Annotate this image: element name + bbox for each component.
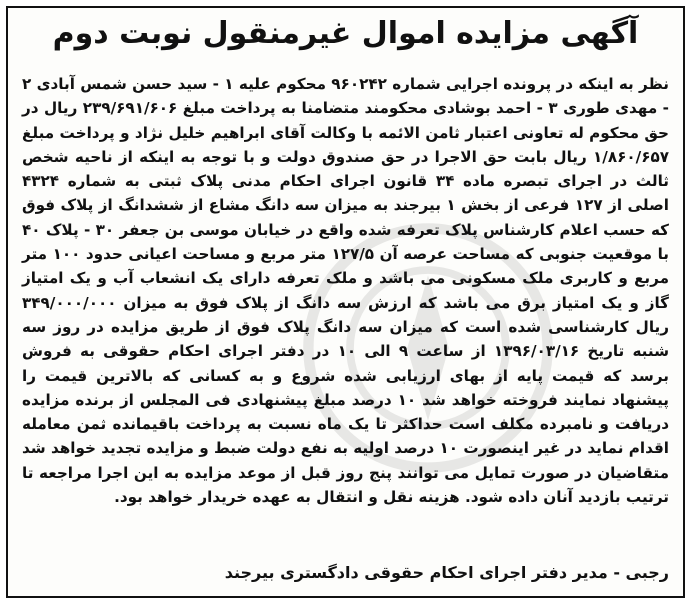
notice-frame: [6, 6, 685, 598]
notice-body: نظر به اینکه در پرونده اجرایی شماره ۹۶۰۲۴۲ محکوم علیه ۱ - سید حسن شمس آبادی ۲ - مهدی طوری ۳ - احمد بوشادی محکومند متضامنا به پرداخت مبلغ ۲۳۹/۶۹۱/۶۰۶ ریال در حق محکوم له تعاونی اعتبار ثامن الائمه با وکالت آقای ابراهیم خلیل نژاد و پرداخت مبلغ ۱/۸۶۰/۶۵۷ ریال بابت حق الاجرا در حق صندوق دولت و با توجه به اینکه از ناحیه شخص ثالث در اجرای تبصره ماده ۳۴ قانون اجرای احکام مدنی پلاک ثبتی به شماره ۴۳۲۴ اصلی از ۱۲۷ فرعی از بخش ۱ بیرجند به میزان سه دانگ مشاع از ششدانگ از پلاک فوق که حسب اعلام کارشناس پلاک تعرفه شده واقع در خیابان موسی بن جعفر ۳۰ - پلاک ۴۰ با موقعیت جنوبی که مساحت عرصه آن ۱۲۷/۵ متر مربع و مساحت اعیانی حدود ۱۰۰ متر مربع و کاربری ملک مسکونی می باشد و ملک تعرفه دارای یک انشعاب آب و یک امتیاز گاز و یک امتیاز برق می باشد که ارزش سه دانگ از پلاک فوق به میزان ۳۴۹/۰۰۰/۰۰۰ ریال کارشناسی شده است که میزان سه دانگ پلاک فوق از طریق مزایده در روز سه شنبه تاریخ ۱۳۹۶/۰۳/۱۶ از ساعت ۹ الی ۱۰ در دفتر اجرای احکام حقوقی به فروش برسد که قیمت پایه از بهای ارزیابی شده شروع و به کسانی که بالاترین قیمت را پیشنهاد نمایند فروخته خواهد شد ۱۰ درصد مبلغ پیشنهادی فی المجلس از برنده مزایده دریافت و نامبرده مکلف است حداکثر تا یک ماه نسبت به پرداخت باقیمانده ثمن معامله اقدام نماید در غیر اینصورت ۱۰ درصد اولیه به نفع دولت ضبط و مزایده تجدید خواهد شد متقاضیان در صورت تمایل می توانند پنج روز قبل از موعد مزایده به این اجرا مراجعه تا ترتیب بازدید آنان داده شود. هزینه نقل و انتقال به عهده خریدار خواهد بود.: [22, 75, 670, 507]
notice-signature: رجبی - مدیر دفتر اجرای احکام حقوقی دادگستری بیرجند: [224, 563, 669, 582]
notice-title: آگهی مزایده اموال غیرمنقول نوبت دوم: [52, 16, 639, 51]
